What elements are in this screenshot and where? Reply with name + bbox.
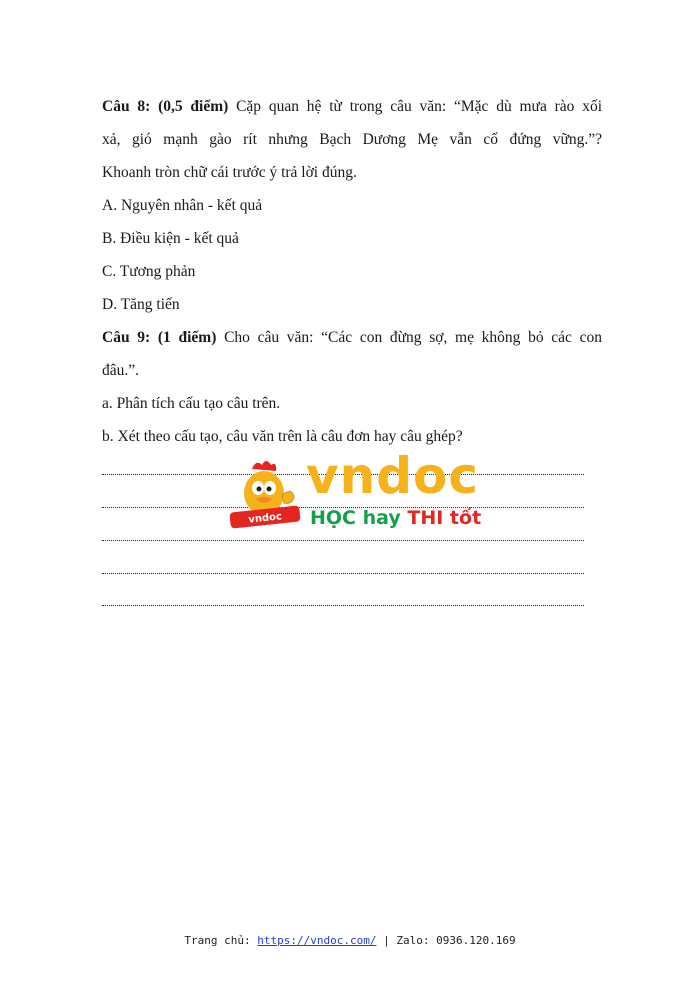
q8-points: (0,5 điểm): [158, 98, 229, 115]
watermark-brand: vndoc: [306, 447, 479, 505]
footer-prefix: Trang chủ:: [184, 934, 251, 947]
q8-line-1: [102, 98, 602, 116]
watermark-slogan-part1: HỌC hay: [310, 507, 401, 529]
watermark-slogan: [310, 509, 481, 528]
q8-line-2: xả, gió mạnh gào rít nhưng Bạch Dương Mẹ vẫn cố đứng vững.”?: [102, 131, 602, 148]
q9-line-1: [102, 329, 602, 347]
q9-text-1: Cho câu văn: “Các con đừng sợ, mẹ không bỏ các con: [224, 329, 603, 346]
q9-points: (1 điểm): [157, 329, 217, 346]
q8-line-3: Khoanh tròn chữ cái trước ý trả lời đúng.: [102, 164, 357, 181]
q8-option-c: C. Tương phản: [102, 263, 196, 280]
q9-label: Câu 9:: [102, 329, 151, 346]
q8-label: Câu 8:: [102, 98, 151, 115]
watermark-badge-text: vndoc: [247, 511, 283, 526]
answer-line: [102, 539, 584, 541]
q8-option-d: D. Tăng tiến: [102, 296, 180, 313]
homepage-link[interactable]: https://vndoc.com/: [257, 934, 377, 947]
watermark-slogan-part2: THI tốt: [407, 507, 482, 529]
q9-line-2: đâu.”.: [102, 362, 140, 379]
answer-line: [102, 572, 584, 574]
footer-zalo: Zalo: 0936.120.169: [396, 934, 516, 947]
q8-text-1: Cặp quan hệ từ trong câu văn: “Mặc dù mưa rào xối: [236, 98, 603, 115]
chicken-mascot-icon: [228, 455, 308, 535]
footer-separator: |: [383, 934, 390, 947]
vndoc-watermark-logo: [228, 447, 482, 535]
page-footer: [0, 934, 700, 947]
q8-option-b: B. Điều kiện - kết quả: [102, 230, 239, 247]
q9-part-b: b. Xét theo cấu tạo, câu văn trên là câu đơn hay câu ghép?: [102, 428, 463, 445]
answer-line: [102, 604, 584, 606]
q9-part-a: a. Phân tích cấu tạo câu trên.: [102, 395, 281, 412]
q8-option-a: A. Nguyên nhân - kết quả: [102, 197, 263, 214]
